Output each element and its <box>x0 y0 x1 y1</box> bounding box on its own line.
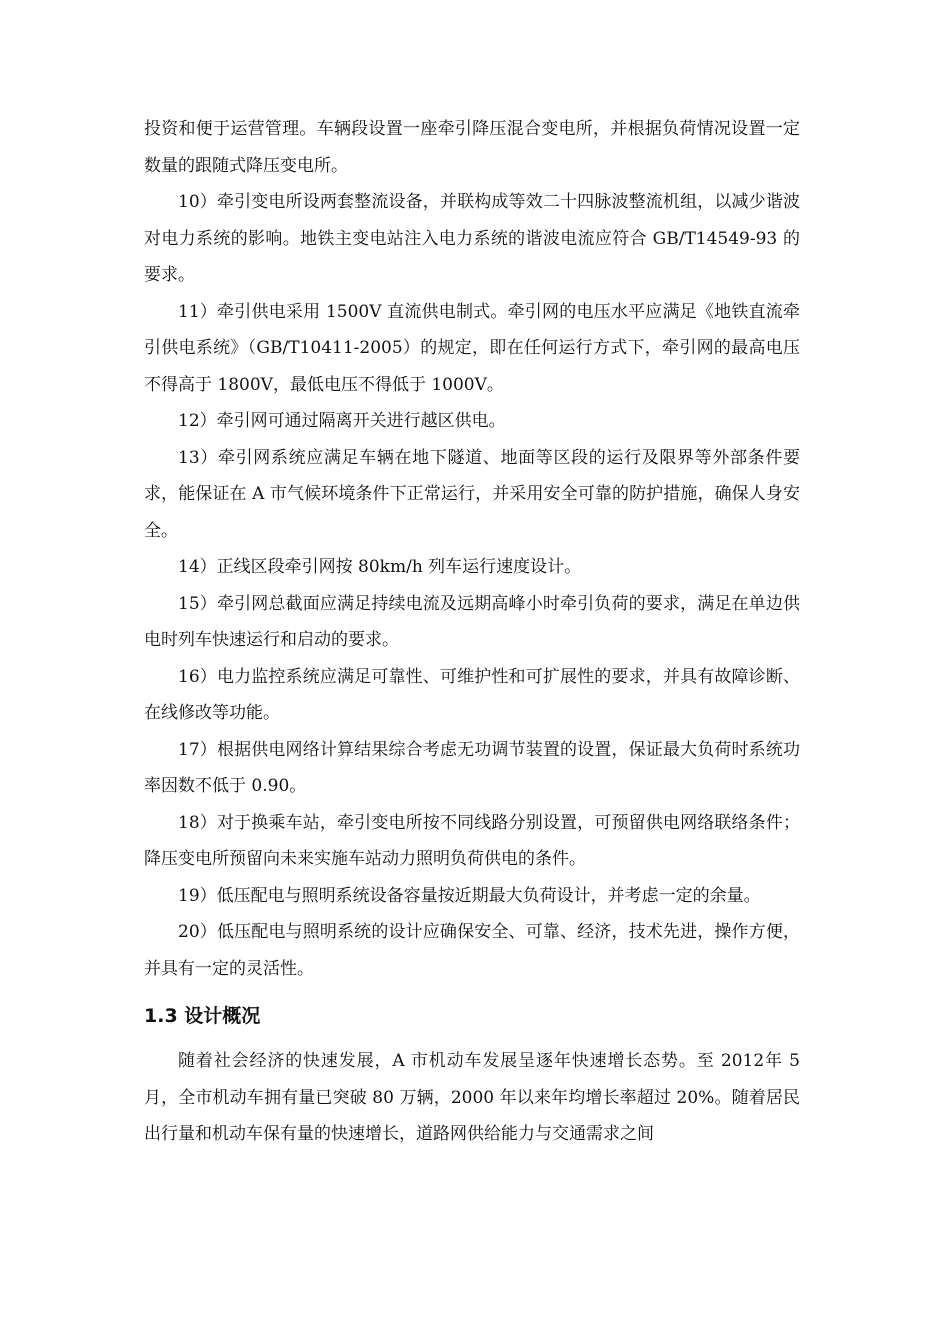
paragraph: 11）牵引供电采用 1500V 直流供电制式。牵引网的电压水平应满足《地铁直流牵引供电系统》（GB/T10411-2005）的规定，即在任何运行方式下，牵引网的最高电压不得高于 1800V，最低电压不得低于 1000V。 <box>144 301 800 395</box>
paragraph: 15）牵引网总截面应满足持续电流及远期高峰小时牵引负荷的要求，满足在单边供电时列车快速运行和启动的要求。 <box>144 593 800 650</box>
document-page <box>144 111 800 1153</box>
section-heading: 1.3 设计概况 <box>144 1005 261 1027</box>
paragraph: 12）牵引网可通过隔离开关进行越区供电。 <box>178 411 506 431</box>
paragraph: 18）对于换乘车站，牵引变电所按不同线路分别设置，可预留供电网络联络条件；降压变电所预留向未来实施车站动力照明负荷供电的条件。 <box>144 812 800 869</box>
paragraph: 20）低压配电与照明系统的设计应确保安全、可靠、经济，技术先进，操作方便，并具有一定的灵活性。 <box>144 922 800 979</box>
paragraph: 投资和便于运营管理。车辆段设置一座牵引降压混合变电所，并根据负荷情况设置一定数量的跟随式降压变电所。 <box>144 119 800 176</box>
paragraphs-before <box>144 111 800 987</box>
paragraph: 17）根据供电网络计算结果综合考虑无功调节装置的设置，保证最大负荷时系统功率因数不低于 0.90。 <box>144 739 800 796</box>
paragraph: 13）牵引网系统应满足车辆在地下隧道、地面等区段的运行及限界等外部条件要求，能保证在 A 市气候环境条件下正常运行，并采用安全可靠的防护措施，确保人身安全。 <box>144 447 800 541</box>
paragraph: 16）电力监控系统应满足可靠性、可维护性和可扩展性的要求，并具有故障诊断、在线修改等功能。 <box>144 666 800 723</box>
paragraphs-after <box>144 1043 800 1153</box>
paragraph: 10）牵引变电所设两套整流设备，并联构成等效二十四脉波整流机组，以减少谐波对电力系统的影响。地铁主变电站注入电力系统的谐波电流应符合 GB/T14549-93 的要求。 <box>144 192 800 285</box>
paragraph: 14）正线区段牵引网按 80km/h 列车运行速度设计。 <box>178 557 582 577</box>
paragraph: 随着社会经济的快速发展，A 市机动车发展呈逐年快速增长态势。至 2012年 5 月，全市机动车拥有量已突破 80 万辆，2000 年以来年均增长率超过 20%。随着居民出行量和机动车保有量的快速增长，道路网供给能力与交通需求之间 <box>144 1051 800 1144</box>
paragraph: 19）低压配电与照明系统设备容量按近期最大负荷设计，并考虑一定的余量。 <box>178 885 761 906</box>
